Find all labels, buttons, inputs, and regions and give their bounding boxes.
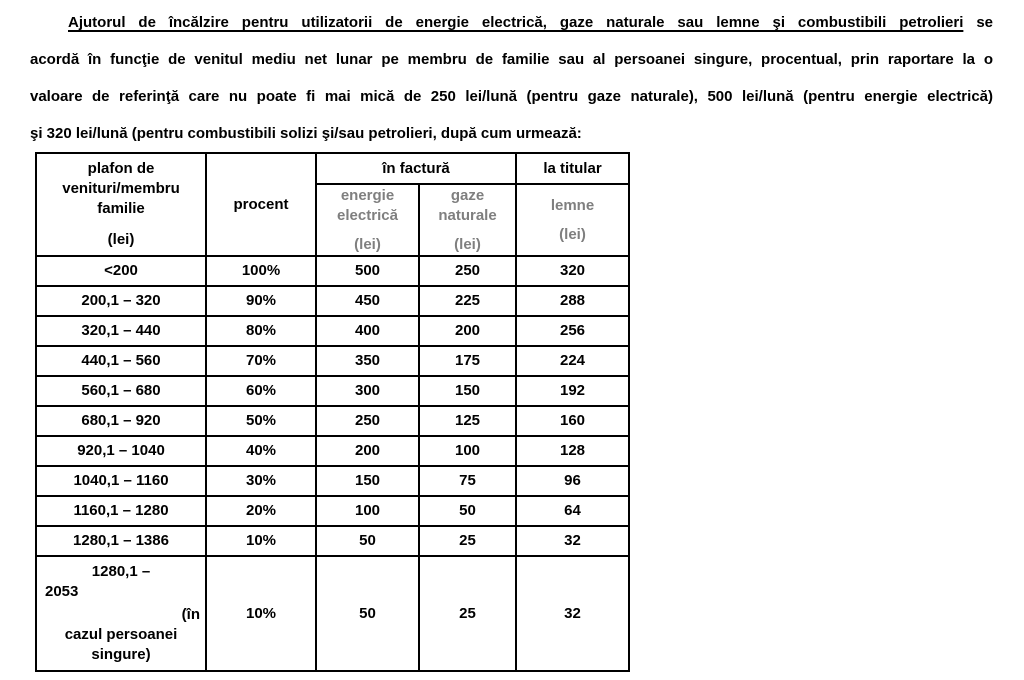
cell-procent: 50% <box>206 406 316 436</box>
paragraph-line-3: valoare de referinţă care nu poate fi mai mică de 250 lei/lună (pentru gaze naturale), 500 lei/lună (pentru energie electrică) <box>30 88 993 105</box>
cell-procent: 20% <box>206 496 316 526</box>
cell-energie: 150 <box>316 466 419 496</box>
cell-procent: 40% <box>206 436 316 466</box>
cell-lemne: 192 <box>516 376 629 406</box>
table-row <box>36 406 629 436</box>
table-row <box>36 346 629 376</box>
cell-plafon: 1040,1 – 1160 <box>36 466 206 496</box>
header-lemne-title: lemne <box>550 196 595 214</box>
cell-plafon: 680,1 – 920 <box>36 406 206 436</box>
cell-energie: 400 <box>316 316 419 346</box>
intro-line1-tail: se <box>976 14 993 31</box>
cell-gaze: 225 <box>419 286 516 316</box>
header-group-factura: în factură <box>316 153 516 184</box>
plafon-line: 1280,1 – <box>91 563 151 580</box>
header-energie-title: energie electrică <box>337 186 398 224</box>
cell-energie: 500 <box>316 256 419 286</box>
cell-gaze: 150 <box>419 376 516 406</box>
plafon-line: 2053 <box>45 583 79 600</box>
table-row <box>36 496 629 526</box>
header-gaze <box>419 184 516 256</box>
cell-gaze: 250 <box>419 256 516 286</box>
table-row <box>36 466 629 496</box>
cell-procent: 10% <box>206 526 316 556</box>
cell-gaze: 125 <box>419 406 516 436</box>
cell-plafon-single-person <box>36 556 206 671</box>
cell-lemne: 32 <box>516 526 629 556</box>
cell-lemne: 224 <box>516 346 629 376</box>
cell-plafon: <200 <box>36 256 206 286</box>
intro-paragraph <box>30 4 993 152</box>
cell-procent: 90% <box>206 286 316 316</box>
cell-lemne: 32 <box>516 556 629 671</box>
table-row-single-person <box>36 556 629 671</box>
header-plafon-unit: (lei) <box>107 231 135 248</box>
header-lemne <box>516 184 629 256</box>
cell-plafon: 920,1 – 1040 <box>36 436 206 466</box>
cell-plafon: 200,1 – 320 <box>36 286 206 316</box>
table-row <box>36 436 629 466</box>
plafon-line: (în <box>181 606 200 623</box>
cell-gaze: 175 <box>419 346 516 376</box>
cell-procent: 70% <box>206 346 316 376</box>
cell-lemne: 96 <box>516 466 629 496</box>
cell-lemne: 160 <box>516 406 629 436</box>
cell-energie: 50 <box>316 556 419 671</box>
intro-underlined-text: Ajutorul de încălzire pentru utilizatorii de energie electrică, gaze naturale sau lemne şi combustibili petrolieri <box>68 14 964 31</box>
table-row <box>36 256 629 286</box>
cell-lemne: 320 <box>516 256 629 286</box>
cell-energie: 250 <box>316 406 419 436</box>
header-plafon <box>36 153 206 256</box>
header-procent: procent <box>206 153 316 256</box>
header-group-titular: la titular <box>516 153 629 184</box>
cell-procent: 80% <box>206 316 316 346</box>
header-group-row <box>36 153 629 184</box>
cell-gaze: 75 <box>419 466 516 496</box>
paragraph-line-1 <box>30 4 993 41</box>
cell-procent: 100% <box>206 256 316 286</box>
cell-energie: 200 <box>316 436 419 466</box>
cell-lemne: 64 <box>516 496 629 526</box>
table-row <box>36 316 629 346</box>
cell-energie: 350 <box>316 346 419 376</box>
cell-lemne: 288 <box>516 286 629 316</box>
cell-lemne: 128 <box>516 436 629 466</box>
header-gaze-unit: (lei) <box>454 235 481 253</box>
cell-plafon: 1160,1 – 1280 <box>36 496 206 526</box>
cell-plafon: 440,1 – 560 <box>36 346 206 376</box>
header-plafon-title: plafon de venituri/membru familie <box>62 160 180 217</box>
cell-plafon: 1280,1 – 1386 <box>36 526 206 556</box>
cell-plafon: 320,1 – 440 <box>36 316 206 346</box>
table-row <box>36 376 629 406</box>
cell-energie: 300 <box>316 376 419 406</box>
cell-energie: 100 <box>316 496 419 526</box>
cell-gaze: 50 <box>419 496 516 526</box>
paragraph-line-4: şi 320 lei/lună (pentru combustibili solizi şi/sau petrolieri, după cum urmează: <box>30 125 582 142</box>
table-row <box>36 526 629 556</box>
header-energie-unit: (lei) <box>354 235 381 253</box>
header-lemne-unit: (lei) <box>559 225 586 243</box>
plafon-line: singure) <box>91 646 151 663</box>
cell-procent: 60% <box>206 376 316 406</box>
header-energie <box>316 184 419 256</box>
heating-aid-table <box>35 152 630 672</box>
cell-procent: 30% <box>206 466 316 496</box>
cell-lemne: 256 <box>516 316 629 346</box>
header-gaze-title: gaze naturale <box>438 186 497 224</box>
cell-gaze: 25 <box>419 556 516 671</box>
cell-gaze: 200 <box>419 316 516 346</box>
cell-gaze: 25 <box>419 526 516 556</box>
cell-gaze: 100 <box>419 436 516 466</box>
cell-procent: 10% <box>206 556 316 671</box>
paragraph-line-2: acordă în funcţie de venitul mediu net lunar pe membru de familie sau al persoanei singure, procentual, prin raportare la o <box>30 51 993 68</box>
table-row <box>36 286 629 316</box>
cell-plafon: 560,1 – 680 <box>36 376 206 406</box>
cell-energie: 450 <box>316 286 419 316</box>
plafon-line: cazul persoanei <box>64 626 178 643</box>
cell-energie: 50 <box>316 526 419 556</box>
